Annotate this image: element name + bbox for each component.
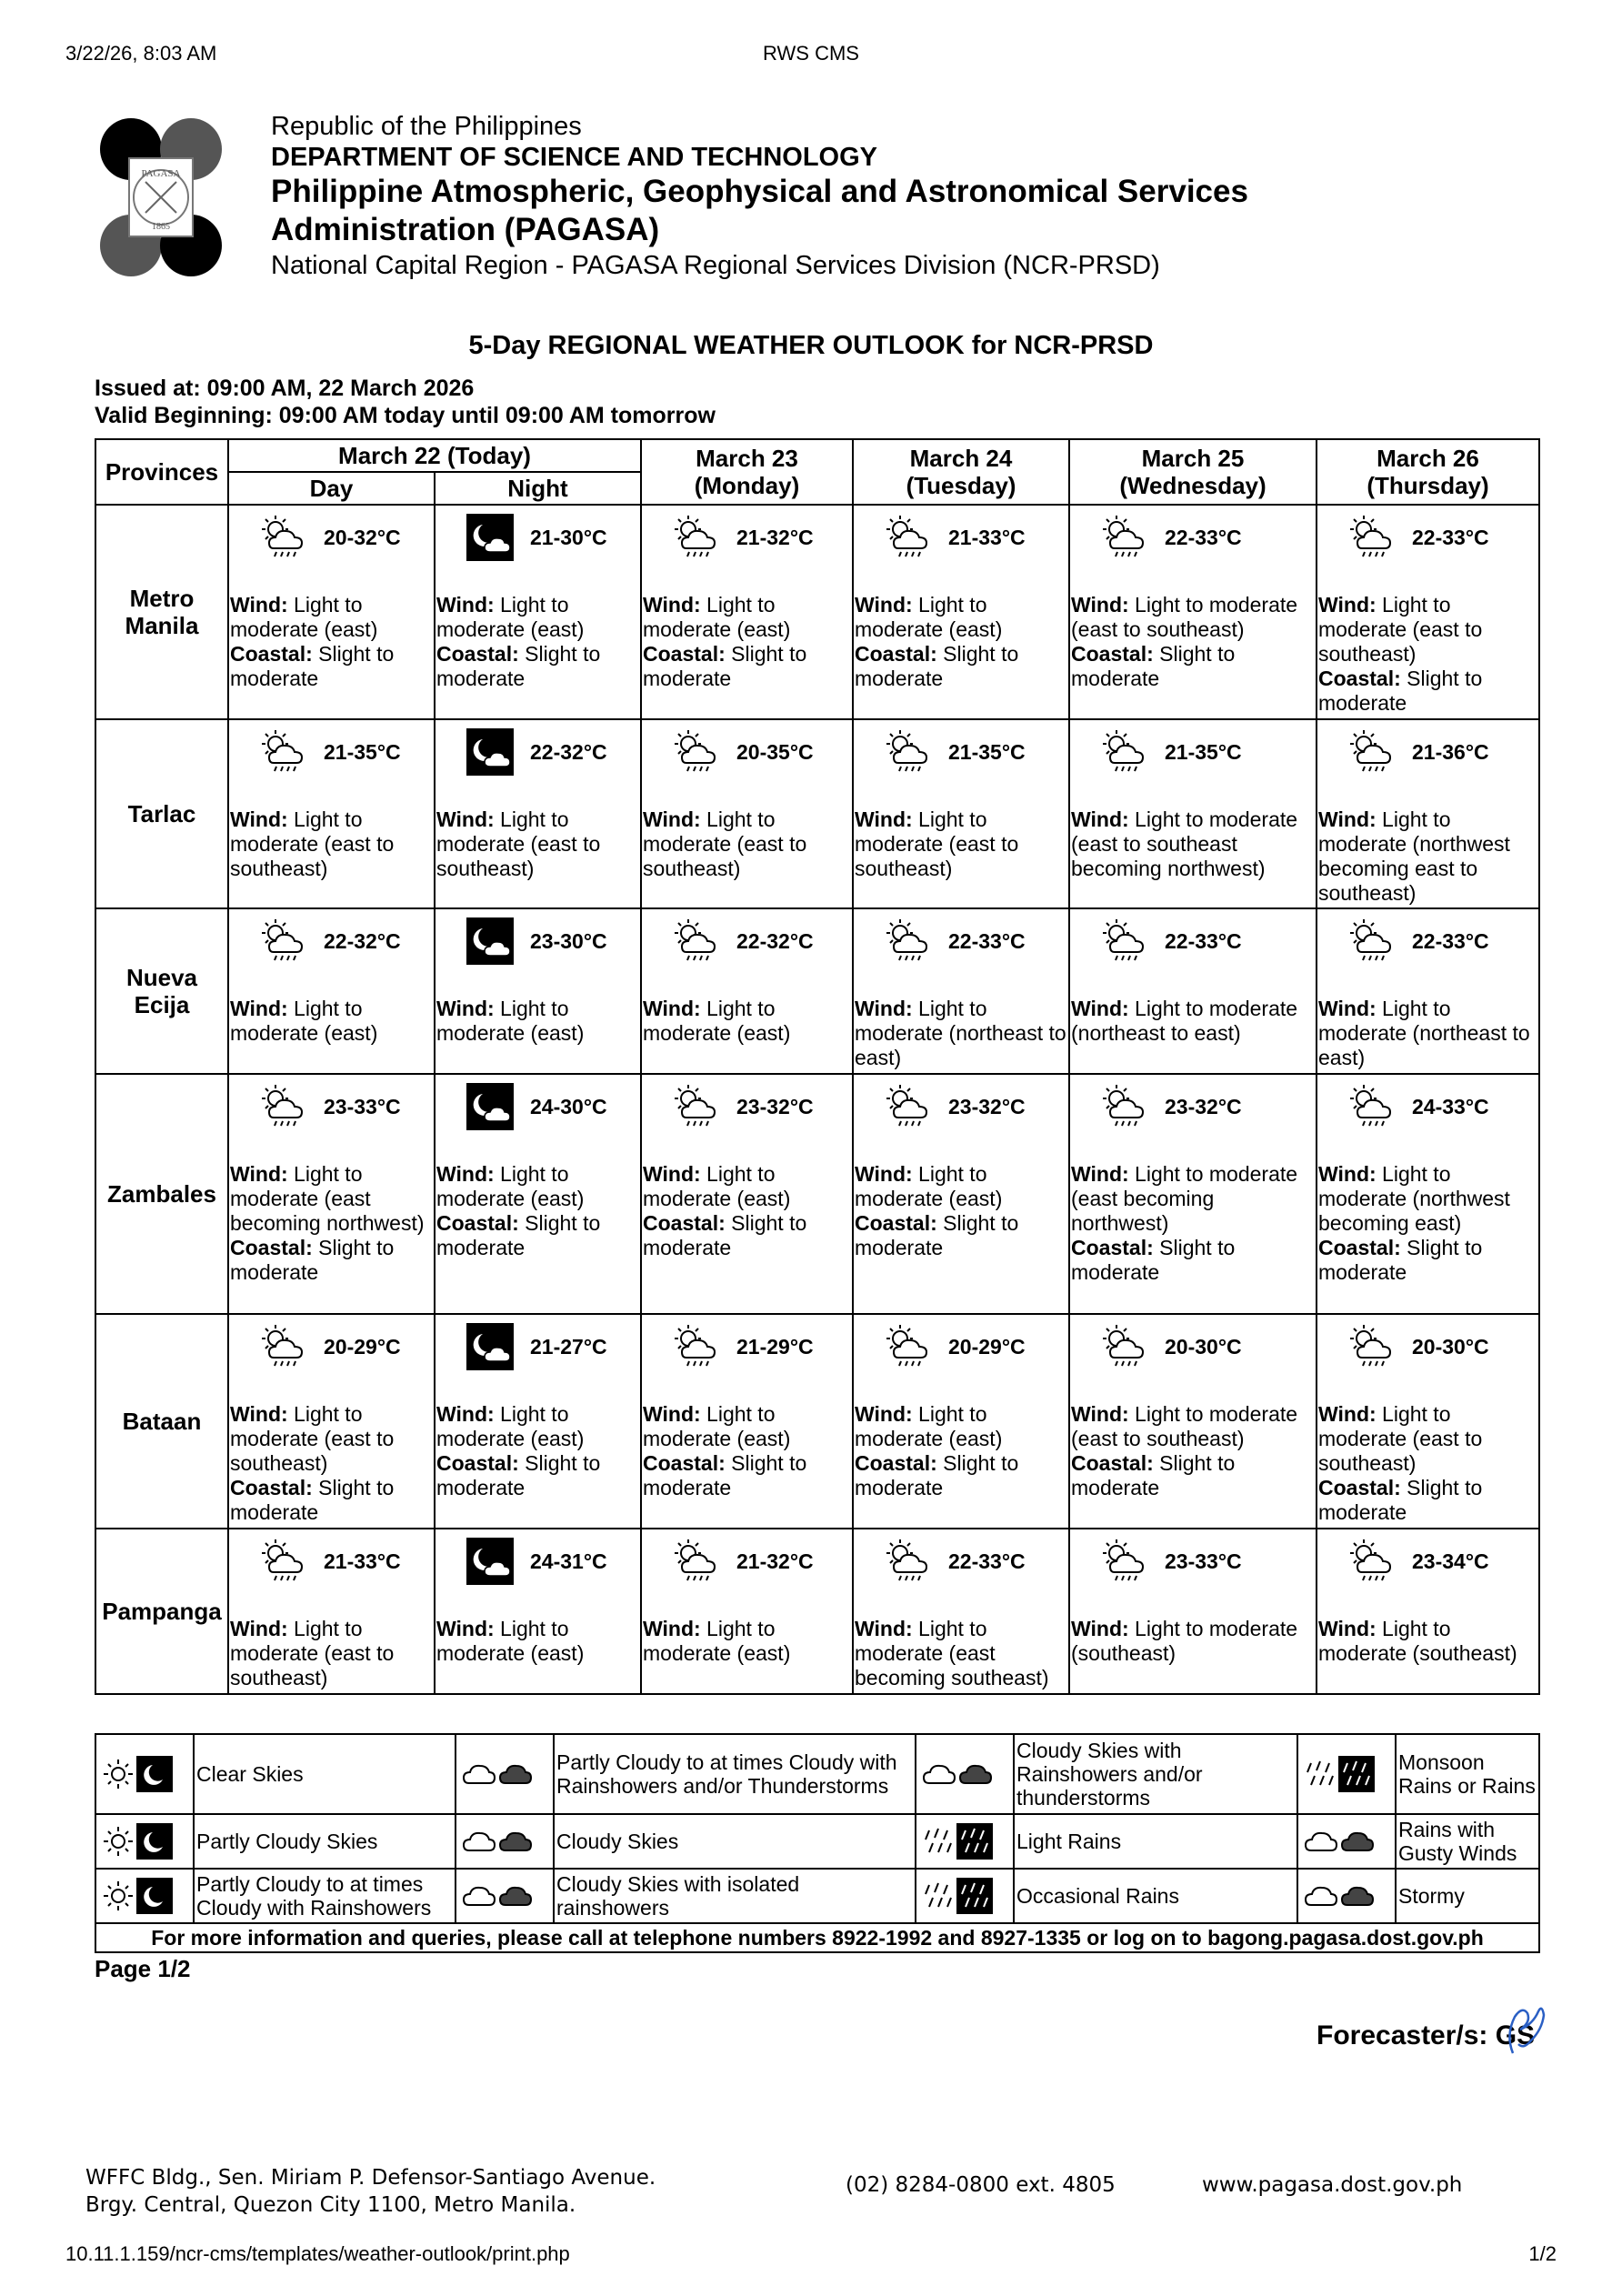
pc-thunder-day-icon (460, 1756, 496, 1792)
legend-table (95, 1733, 1540, 1953)
wind-text: Light to moderate (east to southeast becoming northwest) (1071, 807, 1298, 880)
temperature-range: 24-30°C (530, 1094, 607, 1118)
forecast-description: Wind: Light to moderate (east) (436, 997, 585, 1045)
temperature-range: 23-33°C (324, 1094, 401, 1118)
address-line-1: WFFC Bldg., Sen. Miriam P. Defensor-Santiago Avenue. (85, 2166, 656, 2190)
forecaster: Forecaster/s: GS (1317, 2020, 1536, 2050)
legend-row (95, 1814, 1539, 1869)
coastal-text: Slight to moderate (1071, 642, 1236, 690)
legend-label: Monsoon Rains or Rains (1396, 1734, 1539, 1814)
wind-text: Light to moderate (northeast to east) (1318, 997, 1530, 1069)
temperature-range: 22-33°C (1165, 525, 1242, 549)
forecast-description: Wind: Light to moderate (east) Coastal: Slight to moderate (855, 1402, 1019, 1499)
print-datetime: 3/22/26, 8:03 AM (65, 42, 217, 65)
forecast-cell (435, 719, 641, 908)
partly-cloudy-rain-icon (1101, 917, 1148, 965)
forecast-cell (1317, 1074, 1539, 1314)
agency-line-1: Philippine Atmospheric, Geophysical and Astronomical Services (271, 174, 1248, 209)
forecast-description: Wind: Light to moderate (east to southeast becoming northwest) (1071, 807, 1298, 880)
header-day-4: March 25 (Wednesday) (1069, 439, 1317, 505)
department-line: DEPARTMENT OF SCIENCE AND TECHNOLOGY (271, 143, 878, 172)
forecast-description: Wind: Light to moderate (east to southeast) (855, 807, 1019, 880)
forecast-description: Wind: Light to moderate (east) (436, 1617, 585, 1665)
partly-cloudy-rain-icon (673, 1323, 720, 1370)
wind-text: Light to moderate (east) (643, 1402, 791, 1450)
forecast-cell (228, 1074, 435, 1314)
forecast-cell (853, 1074, 1069, 1314)
header-day-3: March 24 (Tuesday) (853, 439, 1069, 505)
cloudy-thunder-day-icon (920, 1756, 956, 1792)
forecast-description: Wind: Light to moderate (east) Coastal: Slight to moderate (855, 593, 1019, 690)
forecast-description: Wind: Light to moderate (east becoming northwest) Coastal: Slight to moderate (1071, 1162, 1298, 1284)
forecast-description: Wind: Light to moderate (east) Coastal: Slight to moderate (643, 593, 807, 690)
partly-cloudy-rain-icon (260, 514, 307, 561)
forecast-description: Wind: Light to moderate (northwest becoming east to southeast) (1318, 807, 1510, 905)
temperature-range: 21-36°C (1412, 739, 1489, 764)
legend-icon-cell (95, 1814, 194, 1869)
occasional-rain-night-icon (956, 1878, 993, 1914)
header-today-night: Night (435, 472, 641, 505)
wind-text: Light to moderate (southeast) (1318, 1617, 1517, 1665)
partly-cloudy-rain-icon (885, 728, 932, 776)
partly-cloudy-night-icon (136, 1823, 173, 1860)
legend-icon-cell (1297, 1869, 1396, 1923)
forecast-description: Wind: Light to moderate (east becoming southeast) (855, 1617, 1049, 1689)
forecast-description: Wind: Light to moderate (east) Coastal: Slight to moderate (643, 1402, 807, 1499)
clear-night-icon (136, 1756, 173, 1792)
cloudy-rain-night-icon (496, 1878, 533, 1914)
forecast-description: Wind: Light to moderate (northeast to east) (1318, 997, 1530, 1069)
temperature-range: 21-32°C (736, 525, 814, 549)
occasional-rain-day-icon (920, 1878, 956, 1914)
temperature-range: 22-33°C (1412, 928, 1489, 953)
temperature-range: 21-35°C (324, 739, 401, 764)
header-provinces: Provinces (95, 439, 228, 505)
partly-cloudy-rain-icon (1348, 728, 1396, 776)
wind-text: Light to moderate (east to southeast) (1318, 1402, 1483, 1475)
legend-label: Light Rains (1014, 1814, 1297, 1869)
forecast-cell (435, 1529, 641, 1694)
wind-text: Light to moderate (east to southeast) (230, 807, 395, 880)
partly-cloudy-rain-icon (260, 1538, 307, 1585)
forecast-cell (435, 1074, 641, 1314)
partly-cloudy-rain-icon (1348, 514, 1396, 561)
coastal-text: Slight to moderate (1318, 1236, 1483, 1284)
header-day-2: March 23 (Monday) (641, 439, 853, 505)
wind-text: Light to moderate (east) (230, 593, 378, 641)
province-row (95, 719, 1539, 908)
temperature-range: 23-32°C (1165, 1094, 1242, 1118)
legend-icon-cell (916, 1814, 1014, 1869)
coastal-text: Slight to moderate (230, 642, 395, 690)
legend-row (95, 1734, 1539, 1814)
night-partly-cloudy-icon (466, 514, 514, 561)
wind-text: Light to moderate (east to southeast) (230, 1402, 395, 1475)
forecast-cell (228, 719, 435, 908)
partly-cloudy-rain-icon (1348, 1083, 1396, 1130)
temperature-range: 22-32°C (324, 928, 401, 953)
forecast-cell (1069, 505, 1317, 719)
page-label: Page 1/2 (95, 1955, 191, 1982)
forecast-description: Wind: Light to moderate (east to southeast) Coastal: Slight to moderate (1071, 593, 1298, 690)
wind-text: Light to moderate (east to southeast) (436, 807, 601, 880)
svg-text:PAGASA: PAGASA (141, 168, 181, 179)
temperature-range: 20-35°C (736, 739, 814, 764)
night-partly-cloudy-icon (466, 917, 514, 965)
forecast-cell (1317, 1314, 1539, 1529)
stormy-night-icon (1338, 1878, 1375, 1914)
legend-label: Partly Cloudy to at times Cloudy with Rainshowers and/or Thunderstorms (554, 1734, 916, 1814)
legend-label: Stormy (1396, 1869, 1539, 1923)
coastal-text: Slight to moderate (1318, 667, 1483, 715)
cloudy-thunder-night-icon (956, 1756, 993, 1792)
wind-text: Light to moderate (east) (436, 1617, 585, 1665)
header-today-day: Day (228, 472, 435, 505)
forecast-description: Wind: Light to moderate (northeast to east) (1071, 997, 1298, 1045)
forecast-description: Wind: Light to moderate (east) Coastal: Slight to moderate (230, 593, 395, 690)
legend-label: Cloudy Skies with isolated rainshowers (554, 1869, 916, 1923)
coastal-text: Slight to moderate (1071, 1236, 1236, 1284)
temperature-range: 24-33°C (1412, 1094, 1489, 1118)
letterhead (98, 111, 1371, 293)
legend-icon-cell (456, 1734, 554, 1814)
legend-icon-cell (456, 1869, 554, 1923)
partly-cloudy-rain-icon (885, 1083, 932, 1130)
temperature-range: 21-27°C (530, 1334, 607, 1359)
agency-name-block (271, 111, 1248, 282)
print-url: 10.11.1.159/ncr-cms/templates/weather-outlook/print.php (65, 2242, 570, 2265)
coastal-text: Slight to moderate (436, 642, 601, 690)
pc-rain-day-icon (100, 1878, 136, 1914)
temperature-range: 22-33°C (948, 1549, 1026, 1573)
forecast-cell (1317, 1529, 1539, 1694)
forecast-cell (1317, 505, 1539, 719)
partly-cloudy-rain-icon (1101, 514, 1148, 561)
coastal-text: Slight to moderate (1318, 1476, 1483, 1524)
province-name: Zambales (95, 1074, 228, 1314)
night-partly-cloudy-icon (466, 1538, 514, 1585)
print-site-title: RWS CMS (763, 42, 859, 65)
forecast-cell (853, 505, 1069, 719)
temperature-range: 20-29°C (948, 1334, 1026, 1359)
wind-text: Light to moderate (east becoming northwest) (230, 1162, 425, 1235)
partly-cloudy-day-icon (100, 1823, 136, 1860)
forecast-cell (1317, 719, 1539, 908)
republic-line: Republic of the Philippines (271, 112, 582, 141)
partly-cloudy-rain-icon (673, 917, 720, 965)
forecast-cell (853, 1314, 1069, 1529)
wind-text: Light to moderate (east) (855, 1402, 1003, 1450)
province-name: Bataan (95, 1314, 228, 1529)
partly-cloudy-rain-icon (673, 514, 720, 561)
temperature-range: 23-30°C (530, 928, 607, 953)
coastal-text: Slight to moderate (436, 1451, 601, 1499)
forecast-description: Wind: Light to moderate (east becoming northwest) Coastal: Slight to moderate (230, 1162, 425, 1284)
division-line: National Capital Region - PAGASA Regional Services Division (NCR-PRSD) (271, 251, 1160, 280)
temperature-range: 21-35°C (948, 739, 1026, 764)
temperature-range: 20-30°C (1165, 1334, 1242, 1359)
wind-text: Light to moderate (east to southeast) (855, 807, 1019, 880)
forecast-cell (853, 1529, 1069, 1694)
monsoon-night-icon (1338, 1756, 1375, 1792)
wind-text: Light to moderate (east) (436, 997, 585, 1045)
forecast-cell (641, 908, 853, 1074)
legend-icon-cell (1297, 1734, 1396, 1814)
forecast-cell (1069, 1314, 1317, 1529)
forecast-cell (853, 908, 1069, 1074)
wind-text: Light to moderate (east) (643, 1617, 791, 1665)
forecast-cell (228, 908, 435, 1074)
partly-cloudy-rain-icon (1348, 1538, 1396, 1585)
partly-cloudy-rain-icon (1101, 1083, 1148, 1130)
issued-at: Issued at: 09:00 AM, 22 March 2026 (95, 376, 475, 401)
forecast-description: Wind: Light to moderate (east to southeast) Coastal: Slight to moderate (230, 1402, 395, 1524)
temperature-range: 23-32°C (948, 1094, 1026, 1118)
forecast-cell (1069, 1074, 1317, 1314)
partly-cloudy-rain-icon (260, 1083, 307, 1130)
temperature-range: 20-32°C (324, 525, 401, 549)
monsoon-day-icon (1302, 1756, 1338, 1792)
wind-text: Light to moderate (northwest becoming east to southeast) (1318, 807, 1510, 905)
forecast-cell (1069, 908, 1317, 1074)
temperature-range: 21-32°C (736, 1549, 814, 1573)
pagasa-logo (98, 116, 224, 278)
footer-website: www.pagasa.dost.gov.ph (1202, 2173, 1463, 2197)
partly-cloudy-rain-icon (260, 728, 307, 776)
forecast-description: Wind: Light to moderate (east) Coastal: Slight to moderate (436, 1402, 601, 1499)
wind-text: Light to moderate (northwest becoming east) (1318, 1162, 1510, 1235)
wind-text: Light to moderate (east) (643, 997, 791, 1045)
wind-text: Light to moderate (east) (436, 1162, 585, 1210)
province-name: Tarlac (95, 719, 228, 908)
legend-icon-cell (916, 1734, 1014, 1814)
province-row (95, 1074, 1539, 1314)
partly-cloudy-rain-icon (1101, 728, 1148, 776)
forecast-cell (641, 1529, 853, 1694)
forecast-cell (641, 1314, 853, 1529)
pc-thunder-night-icon (496, 1756, 533, 1792)
province-row (95, 1314, 1539, 1529)
coastal-text: Slight to moderate (230, 1476, 395, 1524)
province-row (95, 1529, 1539, 1694)
temperature-range: 21-33°C (948, 525, 1026, 549)
light-rain-day-icon (920, 1823, 956, 1860)
legend-label: Occasional Rains (1014, 1869, 1297, 1923)
temperature-range: 22-32°C (530, 739, 607, 764)
wind-text: Light to moderate (east) (436, 1402, 585, 1450)
wind-text: Light to moderate (east becoming southeast) (855, 1617, 1049, 1689)
wind-text: Light to moderate (east becoming northwest) (1071, 1162, 1298, 1235)
header-today: March 22 (Today) (228, 439, 641, 472)
wind-text: Light to moderate (southeast) (1071, 1617, 1298, 1665)
temperature-range: 22-33°C (1412, 525, 1489, 549)
coastal-text: Slight to moderate (1071, 1451, 1236, 1499)
forecast-description: Wind: Light to moderate (northeast to east) (855, 997, 1066, 1069)
temperature-range: 23-34°C (1412, 1549, 1489, 1573)
partly-cloudy-rain-icon (885, 1323, 932, 1370)
cloudy-night-icon (496, 1823, 533, 1860)
footer-address (85, 2164, 656, 2219)
cloudy-day-icon (460, 1823, 496, 1860)
temperature-range: 24-31°C (530, 1549, 607, 1573)
legend-label: Cloudy Skies with Rainshowers and/or thunderstorms (1014, 1734, 1297, 1814)
forecast-cell (641, 505, 853, 719)
forecast-cell (1317, 908, 1539, 1074)
wind-text: Light to moderate (east) (855, 1162, 1003, 1210)
forecast-description: Wind: Light to moderate (east) (643, 997, 791, 1045)
temperature-range: 22-33°C (948, 928, 1026, 953)
wind-text: Light to moderate (northeast to east) (855, 997, 1066, 1069)
province-name: Nueva Ecija (95, 908, 228, 1074)
stormy-day-icon (1302, 1878, 1338, 1914)
forecast-description: Wind: Light to moderate (east to southeast) Coastal: Slight to moderate (1071, 1402, 1298, 1499)
legend-icon-cell (916, 1869, 1014, 1923)
legend-row (95, 1869, 1539, 1923)
partly-cloudy-rain-icon (260, 917, 307, 965)
forecast-description: Wind: Light to moderate (east to southeast) Coastal: Slight to moderate (1318, 1402, 1483, 1524)
legend-icon-cell (1297, 1814, 1396, 1869)
print-page-number: 1/2 (1528, 2242, 1557, 2265)
forecast-description: Wind: Light to moderate (east to southeast) (230, 1617, 395, 1689)
partly-cloudy-rain-icon (1348, 1323, 1396, 1370)
forecast-description: Wind: Light to moderate (east) (230, 997, 378, 1045)
temperature-range: 21-33°C (324, 1549, 401, 1573)
document-title: 5-Day REGIONAL WEATHER OUTLOOK for NCR-PRSD (468, 331, 1154, 360)
forecaster-signature (1487, 1999, 1560, 2062)
forecast-cell (435, 908, 641, 1074)
forecast-description: Wind: Light to moderate (east) Coastal: Slight to moderate (436, 1162, 601, 1259)
legend-label: Cloudy Skies (554, 1814, 916, 1869)
partly-cloudy-rain-icon (260, 1323, 307, 1370)
coastal-text: Slight to moderate (855, 1211, 1019, 1259)
gusty-day-icon (1302, 1823, 1338, 1860)
coastal-text: Slight to moderate (643, 1451, 807, 1499)
temperature-range: 20-29°C (324, 1334, 401, 1359)
partly-cloudy-rain-icon (885, 1538, 932, 1585)
temperature-range: 23-32°C (736, 1094, 814, 1118)
temperature-range: 23-33°C (1165, 1549, 1242, 1573)
forecast-cell (228, 1529, 435, 1694)
partly-cloudy-rain-icon (673, 728, 720, 776)
forecast-description: Wind: Light to moderate (southeast) (1318, 1617, 1517, 1665)
temperature-range: 20-30°C (1412, 1334, 1489, 1359)
legend-label: Rains with Gusty Winds (1396, 1814, 1539, 1869)
forecast-cell (641, 1074, 853, 1314)
coastal-text: Slight to moderate (643, 642, 807, 690)
province-row (95, 505, 1539, 719)
svg-text:1865: 1865 (152, 222, 170, 232)
legend-footer-contact: For more information and queries, please call at telephone numbers 8922-1992 and 8927-1335 or log on to bagong.pagasa.dost.gov.ph (95, 1923, 1539, 1952)
partly-cloudy-rain-icon (885, 917, 932, 965)
address-line-2: Brgy. Central, Quezon City 1100, Metro Manila. (85, 2193, 576, 2217)
wind-text: Light to moderate (east) (855, 593, 1003, 641)
coastal-text: Slight to moderate (855, 1451, 1019, 1499)
forecast-description: Wind: Light to moderate (east to southeast) (436, 807, 601, 880)
issue-info (95, 375, 716, 429)
partly-cloudy-rain-icon (1348, 917, 1396, 965)
province-row (95, 908, 1539, 1074)
gusty-night-icon (1338, 1823, 1375, 1860)
legend-icon-cell (95, 1734, 194, 1814)
night-partly-cloudy-icon (466, 1323, 514, 1370)
footer-phone: (02) 8284-0800 ext. 4805 (846, 2173, 1116, 2197)
province-name: Pampanga (95, 1529, 228, 1694)
forecast-cell (641, 719, 853, 908)
wind-text: Light to moderate (northeast to east) (1071, 997, 1298, 1045)
forecast-cell (1069, 719, 1317, 908)
wind-text: Light to moderate (east) (230, 997, 378, 1045)
forecast-description: Wind: Light to moderate (east) (643, 1617, 791, 1665)
forecast-description: Wind: Light to moderate (east to southeast) (643, 807, 807, 880)
forecast-description: Wind: Light to moderate (northwest becoming east) Coastal: Slight to moderate (1318, 1162, 1510, 1284)
coastal-text: Slight to moderate (643, 1211, 807, 1259)
valid-beginning: Valid Beginning: 09:00 AM today until 09:00 AM tomorrow (95, 403, 716, 428)
forecast-cell (228, 1314, 435, 1529)
legend-label: Clear Skies (194, 1734, 456, 1814)
forecast-cell (435, 505, 641, 719)
forecast-description: Wind: Light to moderate (east) Coastal: Slight to moderate (855, 1162, 1019, 1259)
coastal-text: Slight to moderate (855, 642, 1019, 690)
forecast-description: Wind: Light to moderate (east to southeast) Coastal: Slight to moderate (1318, 593, 1483, 715)
wind-text: Light to moderate (east to southeast) (643, 807, 807, 880)
night-partly-cloudy-icon (466, 1083, 514, 1130)
forecast-cell (228, 505, 435, 719)
forecast-cell (853, 719, 1069, 908)
pc-rain-night-icon (136, 1878, 173, 1914)
agency-line-2: Administration (PAGASA) (271, 212, 660, 247)
partly-cloudy-rain-icon (1101, 1538, 1148, 1585)
header-day-5: March 26 (Thursday) (1317, 439, 1539, 505)
legend-icon-cell (456, 1814, 554, 1869)
wind-text: Light to moderate (east) (643, 1162, 791, 1210)
forecast-cell (1069, 1529, 1317, 1694)
legend-label: Partly Cloudy to at times Cloudy with Rainshowers (194, 1869, 456, 1923)
wind-text: Light to moderate (east to southeast) (1071, 593, 1298, 641)
forecast-description: Wind: Light to moderate (east) Coastal: Slight to moderate (643, 1162, 807, 1259)
temperature-range: 21-30°C (530, 525, 607, 549)
partly-cloudy-rain-icon (673, 1538, 720, 1585)
partly-cloudy-rain-icon (1101, 1323, 1148, 1370)
wind-text: Light to moderate (east to southeast) (1071, 1402, 1298, 1450)
forecast-description: Wind: Light to moderate (southeast) (1071, 1617, 1298, 1665)
forecast-cell (435, 1314, 641, 1529)
temperature-range: 21-35°C (1165, 739, 1242, 764)
print-header (65, 42, 1557, 69)
coastal-text: Slight to moderate (230, 1236, 395, 1284)
forecast-description: Wind: Light to moderate (east) Coastal: Slight to moderate (436, 593, 601, 690)
cloudy-rain-day-icon (460, 1878, 496, 1914)
coastal-text: Slight to moderate (436, 1211, 601, 1259)
forecast-description: Wind: Light to moderate (east to southeast) (230, 807, 395, 880)
partly-cloudy-rain-icon (885, 514, 932, 561)
legend-label: Partly Cloudy Skies (194, 1814, 456, 1869)
wind-text: Light to moderate (east to southeast) (230, 1617, 395, 1689)
partly-cloudy-rain-icon (673, 1083, 720, 1130)
night-partly-cloudy-icon (466, 728, 514, 776)
wind-text: Light to moderate (east) (643, 593, 791, 641)
light-rain-night-icon (956, 1823, 993, 1860)
wind-text: Light to moderate (east to southeast) (1318, 593, 1483, 666)
wind-text: Light to moderate (east) (436, 593, 585, 641)
temperature-range: 22-32°C (736, 928, 814, 953)
temperature-range: 21-29°C (736, 1334, 814, 1359)
clear-day-icon (100, 1756, 136, 1792)
weather-outlook-table (95, 438, 1540, 1695)
temperature-range: 22-33°C (1165, 928, 1242, 953)
province-name: Metro Manila (95, 505, 228, 719)
legend-icon-cell (95, 1869, 194, 1923)
